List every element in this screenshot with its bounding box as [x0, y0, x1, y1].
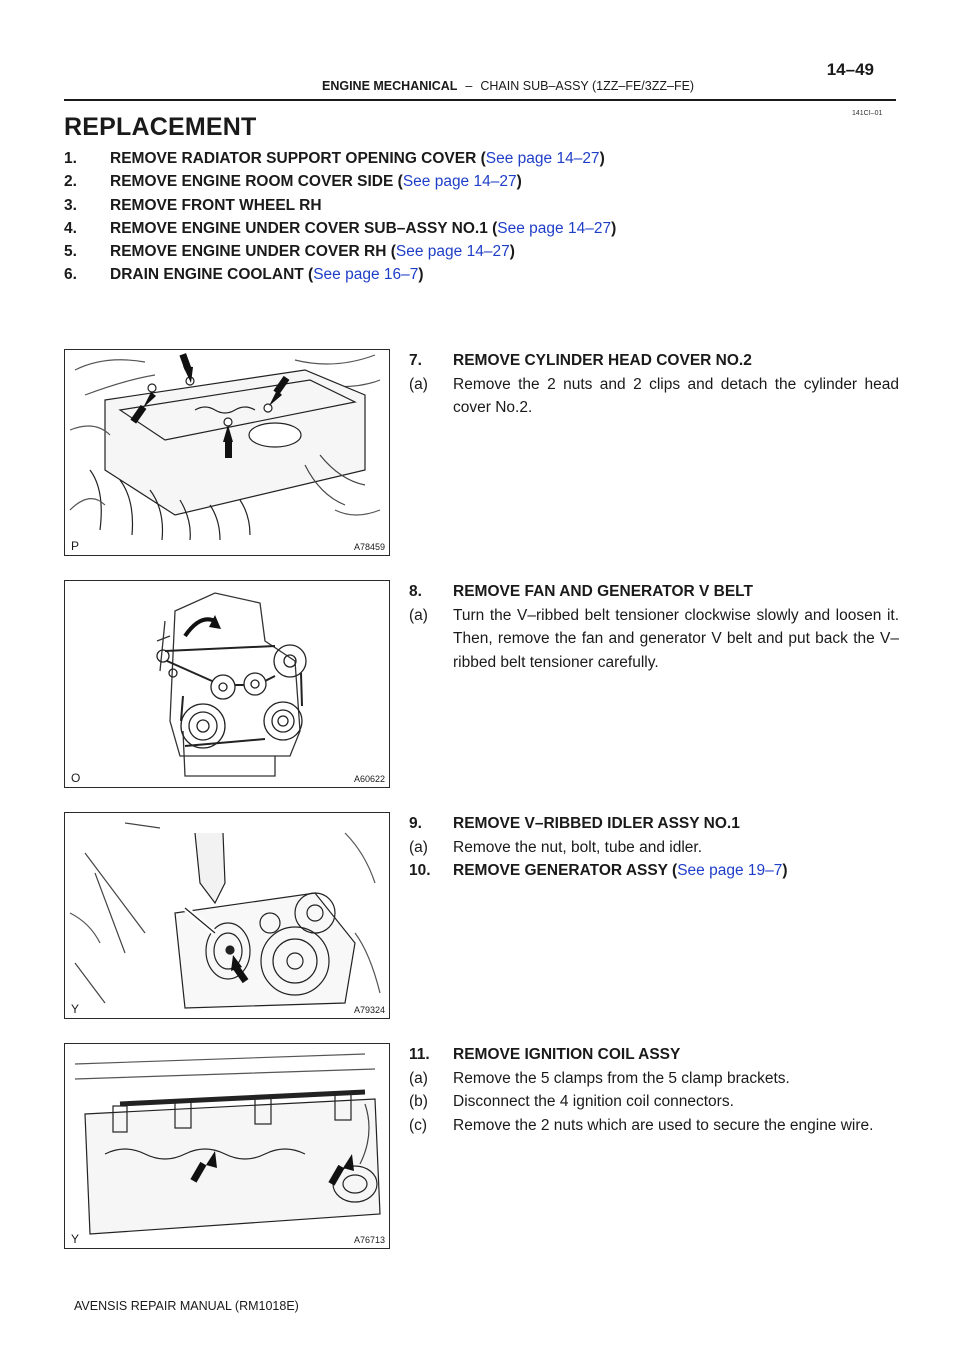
- step-text: REMOVE ENGINE UNDER COVER RH (: [110, 243, 396, 261]
- header-subsection: CHAIN SUB–ASSY (1ZZ–FE/3ZZ–FE): [480, 79, 695, 93]
- step-number: 5.: [64, 243, 77, 261]
- figure-corner-mark: Y: [71, 1002, 80, 1016]
- running-header: [64, 56, 896, 100]
- substep-label: (a): [409, 1069, 428, 1087]
- step-close: ): [418, 266, 424, 284]
- idler-illustration: [65, 813, 389, 1018]
- step-item: [64, 194, 616, 217]
- step-number: 4.: [64, 219, 77, 237]
- step-item: [64, 170, 616, 193]
- figure-code: A78459: [353, 542, 385, 552]
- figure-corner-mark: O: [71, 771, 81, 785]
- figure-corner-mark: P: [71, 539, 80, 553]
- step-8-block: [409, 580, 899, 674]
- step-title: REMOVE GENERATOR ASSY (: [453, 862, 678, 879]
- see-page-link[interactable]: See page 14–27: [402, 173, 517, 191]
- figure-cylinder-head-cover: [64, 349, 390, 556]
- step-number: 3.: [64, 196, 77, 214]
- substep-label: (a): [409, 838, 428, 856]
- step-title: REMOVE FAN AND GENERATOR V BELT: [453, 583, 753, 600]
- step-item: [64, 147, 616, 170]
- substep: [409, 836, 899, 860]
- header-section: ENGINE MECHANICAL: [322, 79, 458, 93]
- substep-label: (a): [409, 606, 428, 624]
- figure-corner-mark: Y: [71, 1232, 80, 1246]
- step-11-block: [409, 1043, 899, 1137]
- substep: [409, 1114, 899, 1138]
- substep-label: (c): [409, 1116, 428, 1134]
- see-page-link[interactable]: See page 16–7: [313, 266, 419, 284]
- step-text: REMOVE ENGINE UNDER COVER SUB–ASSY NO.1 (: [110, 219, 498, 237]
- substep: [409, 373, 899, 420]
- substep: [409, 1090, 899, 1114]
- step-close: ): [516, 173, 522, 191]
- see-page-link[interactable]: See page 19–7: [677, 862, 783, 879]
- step-item: [64, 240, 616, 263]
- header-separator: –: [465, 79, 473, 93]
- step-title: REMOVE V–RIBBED IDLER ASSY NO.1: [453, 815, 740, 832]
- step-list: [64, 147, 616, 287]
- page-footer: AVENSIS REPAIR MANUAL (RM1018E): [74, 1299, 299, 1313]
- step-heading: [409, 580, 899, 604]
- step-title: REMOVE IGNITION COIL ASSY: [453, 1046, 681, 1063]
- step-number: 11.: [409, 1046, 430, 1063]
- step-text: REMOVE RADIATOR SUPPORT OPENING COVER (: [110, 150, 486, 167]
- step-item: [64, 263, 616, 286]
- step-close: ): [782, 862, 788, 879]
- engine-cover-illustration: [65, 350, 389, 555]
- figure-idler: [64, 812, 390, 1019]
- figure-code: A76713: [353, 1235, 385, 1245]
- step-text: DRAIN ENGINE COOLANT (: [110, 266, 314, 284]
- step-number: 8.: [409, 583, 422, 600]
- step-number: 6.: [64, 266, 77, 284]
- header-rule: [64, 99, 896, 101]
- figure-code: A79324: [353, 1005, 385, 1015]
- substep-text: Turn the V–ribbed belt tensioner clockwise slowly and loosen it. Then, remove the fan and generator V belt and put back the V–ribbed belt tensioner carefully.: [453, 606, 899, 671]
- step-heading: [409, 349, 899, 373]
- substep-text: Remove the 2 nuts which are used to secure the engine wire.: [453, 1116, 874, 1134]
- substep-text: Remove the 2 nuts and 2 clips and detach the cylinder head cover No.2.: [453, 375, 899, 416]
- step-number: 2.: [64, 173, 77, 191]
- substep: [409, 1067, 899, 1091]
- step-text: REMOVE FRONT WHEEL RH: [110, 196, 322, 214]
- substep: [409, 604, 899, 675]
- step-close: ): [599, 150, 605, 167]
- belt-illustration: [65, 581, 389, 787]
- substep-text: Remove the 5 clamps from the 5 clamp brackets.: [453, 1069, 790, 1087]
- step-number: 9.: [409, 815, 422, 832]
- step-number: 10.: [409, 862, 431, 879]
- document-code: 141CI–01: [852, 110, 883, 117]
- step-number: 7.: [409, 352, 422, 369]
- step-10-heading: [409, 859, 899, 883]
- page-number: 14–49: [826, 60, 874, 79]
- page-title: REPLACEMENT: [64, 113, 257, 141]
- step-item: [64, 217, 616, 240]
- figure-ignition-coil: [64, 1043, 390, 1249]
- ignition-coil-illustration: [65, 1044, 389, 1248]
- step-close: ): [509, 243, 515, 261]
- see-page-link[interactable]: See page 14–27: [395, 243, 510, 261]
- step-9-block: [409, 812, 899, 883]
- step-heading: [409, 812, 899, 836]
- see-page-link[interactable]: See page 14–27: [497, 219, 612, 237]
- header-section-title: [322, 79, 694, 93]
- substep-label: (b): [409, 1093, 428, 1110]
- step-heading: [409, 1043, 899, 1067]
- substep-text: Disconnect the 4 ignition coil connectors.: [453, 1093, 734, 1110]
- substep-text: Remove the nut, bolt, tube and idler.: [453, 838, 703, 856]
- figure-drive-belt: [64, 580, 390, 788]
- step-7-block: [409, 349, 899, 420]
- figure-code: A60622: [353, 774, 385, 784]
- step-number: 1.: [64, 150, 77, 167]
- substep-label: (a): [409, 375, 428, 393]
- step-text: REMOVE ENGINE ROOM COVER SIDE (: [110, 173, 403, 191]
- step-close: ): [611, 219, 617, 237]
- see-page-link[interactable]: See page 14–27: [485, 150, 600, 167]
- step-title: REMOVE CYLINDER HEAD COVER NO.2: [453, 352, 752, 369]
